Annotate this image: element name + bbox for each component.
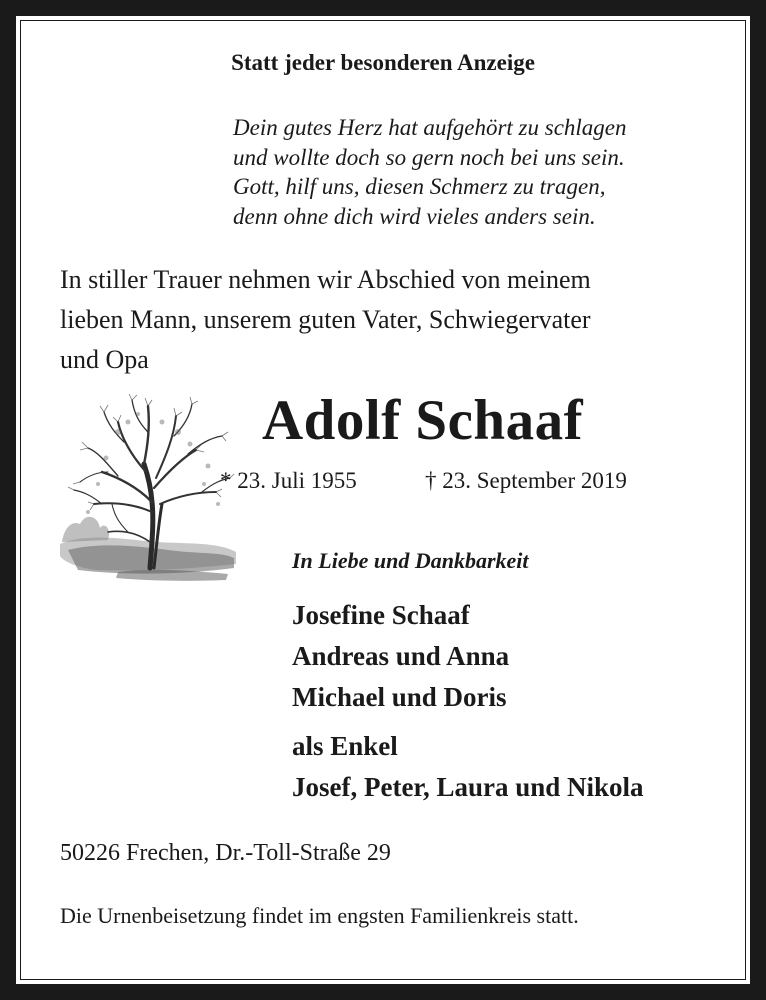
grandchildren-names: Josef, Peter, Laura und Nikola — [292, 772, 644, 802]
intro-text — [60, 260, 591, 380]
intro-line: lieben Mann, unserem guten Vater, Schwiegervater — [60, 305, 591, 334]
poem-line: Dein gutes Herz hat aufgehört zu schlagen — [233, 115, 627, 140]
poem-line: denn ohne dich wird vieles anders sein. — [233, 203, 596, 229]
intro-line: und Opa — [60, 345, 149, 374]
grandchildren-label: als Enkel — [292, 731, 398, 761]
poem-line: und wollte doch so gern noch bei uns sein. — [233, 144, 625, 170]
death-date: † 23. September 2019 — [425, 468, 627, 493]
family-list — [292, 595, 644, 808]
birth-date: * 23. Juli 1955 — [220, 468, 357, 493]
headline: Statt jeder besonderen Anzeige — [231, 50, 535, 75]
family-member: Andreas und Anna — [292, 641, 510, 671]
burial-note: Die Urnenbeisetzung findet im engsten Familienkreis statt. — [60, 903, 579, 928]
tree-icon — [58, 392, 238, 588]
address: 50226 Frechen, Dr.-Toll-Straße 29 — [60, 840, 391, 866]
poem-line: Gott, hilf uns, diesen Schmerz zu tragen, — [233, 174, 606, 199]
family-member: Josefine Schaaf — [292, 600, 470, 630]
poem — [233, 113, 627, 231]
family-member: Michael und Doris — [292, 682, 507, 712]
intro-line: In stiller Trauer nehmen wir Abschied von meinem — [60, 265, 591, 294]
deceased-name: Adolf Schaaf — [262, 389, 584, 452]
dedication: In Liebe und Dankbarkeit — [292, 548, 529, 573]
